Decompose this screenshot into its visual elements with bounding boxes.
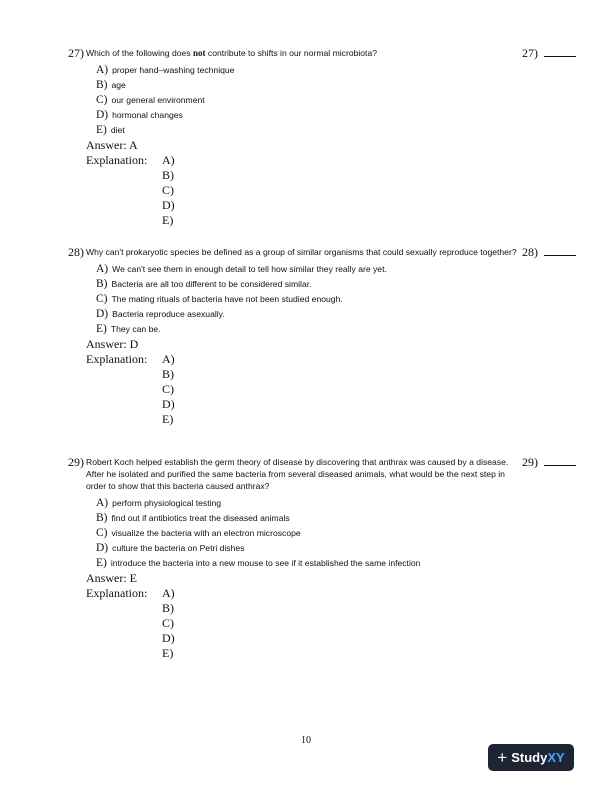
question-text-part: contribute to shifts in our normal microbiota? bbox=[205, 48, 378, 58]
option-letter: D) bbox=[96, 542, 109, 554]
question-text-part: Which of the following does bbox=[86, 48, 194, 58]
option-a[interactable] bbox=[96, 260, 538, 275]
question-number: 28) bbox=[68, 245, 84, 259]
side-number: 29) bbox=[522, 455, 538, 469]
explanation-label: Explanation: bbox=[86, 586, 148, 600]
option-c[interactable] bbox=[96, 91, 538, 106]
explanation-item: E) bbox=[162, 213, 174, 227]
explanation-item: A) bbox=[162, 153, 175, 167]
explanation-list bbox=[162, 352, 175, 427]
explanation-item: D) bbox=[162, 631, 175, 645]
option-a[interactable] bbox=[96, 61, 538, 76]
option-letter: E) bbox=[96, 557, 107, 569]
answer-line: Answer: D bbox=[86, 337, 139, 351]
question-text bbox=[86, 245, 526, 258]
question-stem bbox=[68, 455, 538, 492]
question-stem bbox=[68, 46, 538, 59]
explanation-item: D) bbox=[162, 397, 175, 411]
option-c[interactable] bbox=[96, 524, 538, 539]
option-e[interactable] bbox=[96, 121, 538, 136]
options-list bbox=[96, 61, 538, 136]
option-text: culture the bacteria on Petri dishes bbox=[112, 543, 245, 553]
option-letter: A) bbox=[96, 497, 109, 509]
studyxy-logo[interactable] bbox=[488, 744, 574, 771]
options-list bbox=[96, 260, 538, 335]
option-text: find out if antibiotics treat the diseased animals bbox=[111, 513, 290, 523]
option-letter: B) bbox=[96, 278, 108, 290]
question-number: 29) bbox=[68, 455, 84, 469]
explanation-item: B) bbox=[162, 168, 174, 182]
question-text bbox=[86, 46, 526, 59]
explanation-item: A) bbox=[162, 352, 175, 366]
option-letter: C) bbox=[96, 94, 108, 106]
page-number: 10 bbox=[301, 735, 311, 746]
option-letter: C) bbox=[96, 293, 108, 305]
option-text: introduce the bacteria into a new mouse to see if it established the same infection bbox=[110, 558, 421, 568]
explanation-item: E) bbox=[162, 646, 174, 660]
answer-blank-29[interactable] bbox=[522, 455, 576, 470]
explanation-block bbox=[86, 352, 538, 426]
explanation-item: C) bbox=[162, 616, 174, 630]
option-text: Bacteria reproduce asexually. bbox=[112, 309, 225, 319]
question-text-emphasis: not bbox=[193, 48, 206, 58]
explanation-item: E) bbox=[162, 412, 174, 426]
blank-line bbox=[544, 455, 576, 466]
option-e[interactable] bbox=[96, 554, 538, 569]
question-27 bbox=[68, 46, 538, 227]
blank-line bbox=[544, 245, 576, 256]
explanation-list bbox=[162, 586, 175, 661]
option-b[interactable] bbox=[96, 275, 538, 290]
answer-line: Answer: E bbox=[86, 571, 137, 585]
answer-blank-28[interactable] bbox=[522, 245, 576, 260]
explanation-item: D) bbox=[162, 198, 175, 212]
option-text: They can be. bbox=[110, 324, 161, 334]
explanation-item: C) bbox=[162, 382, 174, 396]
option-text: Bacteria are all too different to be considered similar. bbox=[111, 279, 312, 289]
option-text: We can't see them in enough detail to tell how similar they really are yet. bbox=[112, 264, 387, 274]
explanation-label: Explanation: bbox=[86, 352, 148, 366]
explanation-block bbox=[86, 586, 538, 660]
option-letter: B) bbox=[96, 512, 108, 524]
explanation-item: B) bbox=[162, 367, 174, 381]
question-stem bbox=[68, 245, 538, 258]
option-text: age bbox=[111, 80, 126, 90]
option-letter: E) bbox=[96, 124, 107, 136]
option-letter: D) bbox=[96, 308, 109, 320]
question-number: 27) bbox=[68, 46, 84, 60]
side-number: 28) bbox=[522, 245, 538, 259]
logo-text-suffix: XY bbox=[547, 750, 565, 765]
option-text: proper hand–washing technique bbox=[112, 65, 235, 75]
option-letter: B) bbox=[96, 79, 108, 91]
explanation-list bbox=[162, 153, 175, 228]
option-text: visualize the bacteria with an electron microscope bbox=[111, 528, 301, 538]
options-list bbox=[96, 494, 538, 569]
option-b[interactable] bbox=[96, 76, 538, 91]
option-letter: D) bbox=[96, 109, 109, 121]
option-d[interactable] bbox=[96, 106, 538, 121]
option-c[interactable] bbox=[96, 290, 538, 305]
blank-line bbox=[544, 46, 576, 57]
option-d[interactable] bbox=[96, 539, 538, 554]
question-text-part: Robert Koch helped establish the germ theory of disease by discovering that anthrax was caused by a disease. After he isolated and purified the same bacteria from several diseased animals, what would be the next step in order to show that this bacteria caused anthrax? bbox=[86, 457, 509, 491]
question-29 bbox=[68, 455, 538, 660]
option-text: perform physiological testing bbox=[112, 498, 222, 508]
option-text: The mating rituals of bacteria have not been studied enough. bbox=[111, 294, 343, 304]
option-text: hormonal changes bbox=[112, 110, 183, 120]
option-e[interactable] bbox=[96, 320, 538, 335]
explanation-block bbox=[86, 153, 538, 227]
option-text: our general environment bbox=[111, 95, 205, 105]
option-letter: E) bbox=[96, 323, 107, 335]
option-letter: A) bbox=[96, 64, 109, 76]
explanation-item: C) bbox=[162, 183, 174, 197]
answer-line: Answer: A bbox=[86, 138, 138, 152]
question-text-part: Why can't prokaryotic species be defined as a group of similar organisms that could sexually reproduce together? bbox=[86, 247, 517, 257]
option-letter: A) bbox=[96, 263, 109, 275]
side-number: 27) bbox=[522, 46, 538, 60]
question-text bbox=[86, 455, 526, 492]
logo-text-prefix: Study bbox=[511, 750, 548, 765]
option-text: diet bbox=[110, 125, 125, 135]
option-d[interactable] bbox=[96, 305, 538, 320]
option-b[interactable] bbox=[96, 509, 538, 524]
explanation-item: A) bbox=[162, 586, 175, 600]
plus-icon: + bbox=[497, 747, 508, 767]
option-letter: C) bbox=[96, 527, 108, 539]
option-a[interactable] bbox=[96, 494, 538, 509]
question-28 bbox=[68, 245, 538, 426]
answer-blank-27[interactable] bbox=[522, 46, 576, 61]
explanation-label: Explanation: bbox=[86, 153, 148, 167]
explanation-item: B) bbox=[162, 601, 174, 615]
